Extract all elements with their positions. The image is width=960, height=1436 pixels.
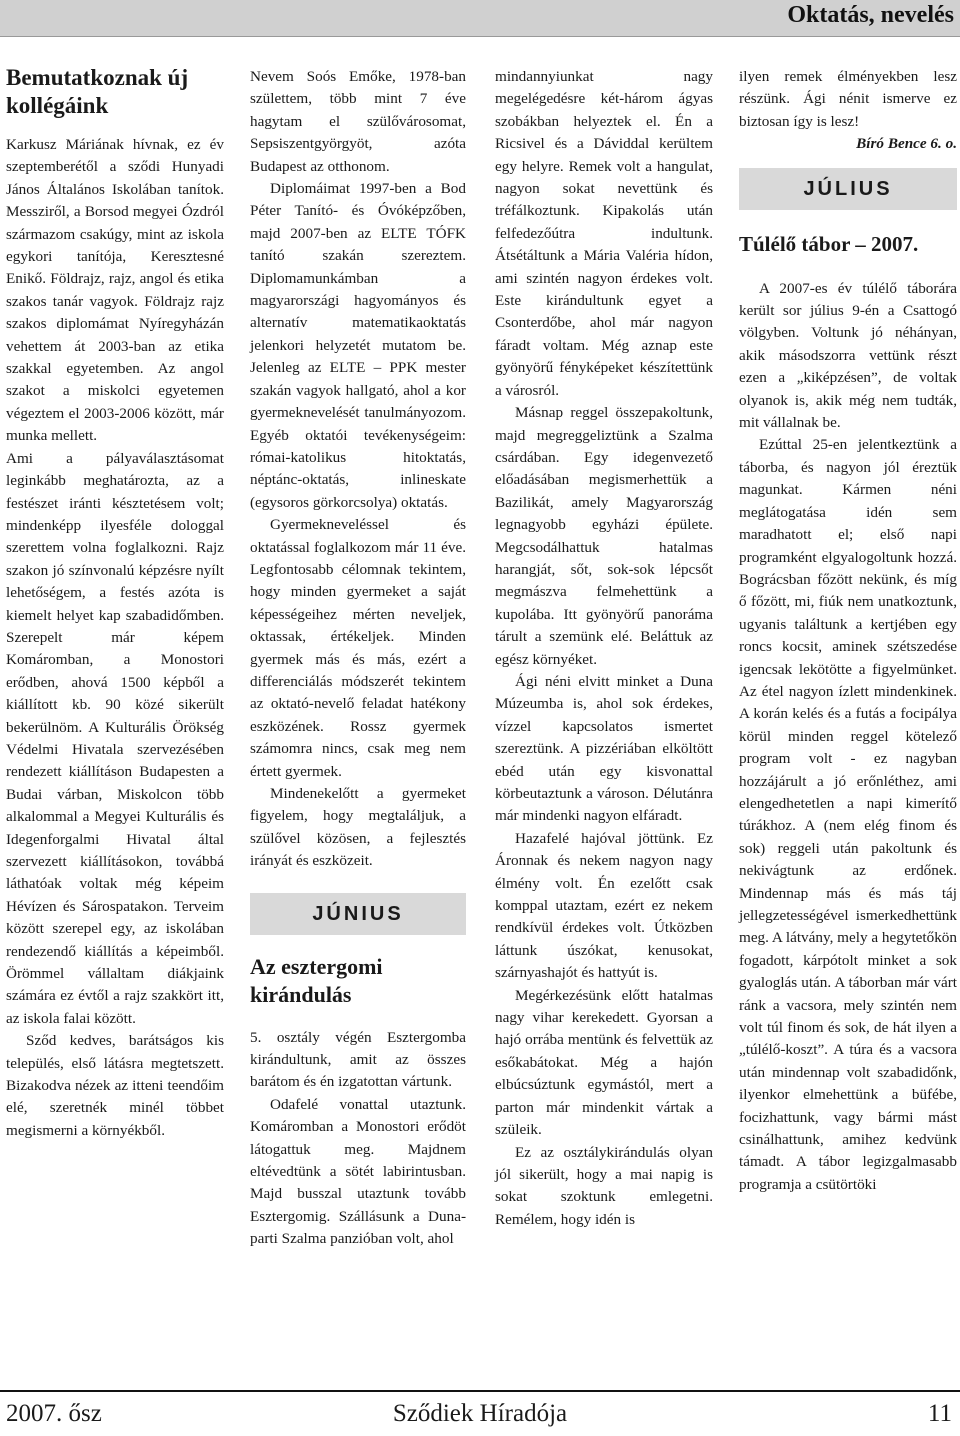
issue-date: 2007. ősz: [6, 1400, 102, 1427]
paragraph: Ez az osztálykirándulás olyan jól sikerült, hogy a mai napig is sokat szoktunk emlegetni. Remélem, hogy idén is: [495, 1143, 713, 1228]
article-subtitle-esztergom: Az esztergomi kirándulás: [250, 953, 383, 1007]
paragraph: Gyermekneveléssel és oktatással foglalkozom már 11 éve. Legfontosabb célomnak tekintem, hogy minden gyermeket a saját képességeihez mérten neveljek, oktassak, értékeljek. Minden gyermek más és más, ezért a differenciálás módszerét tekintem az oktató-nevelő feladat hatékony eszközének. Rossz gyermek számomra nincs, csak meg nem értett gyermek.: [250, 516, 466, 780]
paragraph: Sződ kedves, barátságos kis település, első látásra megtetszett. Bizakodva nézek az itteni teendőim elé, szeretnék minél többet megismerni a környékből.: [6, 1032, 224, 1139]
article-title-new-colleagues: Bemutatkoznak új kollégáink: [6, 65, 189, 118]
column-4: [739, 66, 957, 1196]
paragraph: Hazafelé hajóval jöttünk. Ez Áronnak és nekem nagyon nagy élmény volt. Én ezelőtt csak komppal utaztam, ezért ez nekem rendkívül érdekes volt. Útközben láttunk úszókat, kenusokat, szárnyashajót és hattyút is.: [495, 829, 713, 982]
paragraph: Megérkezésünk előtt hatalmas nagy vihar kerekedett. Gyorsan a hajó orrába mentünk és felvettük az esőkabátokat. Még a hajón elbúcsúztunk egymástól, mert a parton már mindenkit vártak a szüleik.: [495, 986, 713, 1139]
paragraph: 5. osztály végén Esztergomba kirándultunk, amit az összes barátom és én izgatottan vártunk.: [250, 1028, 466, 1091]
publication-name: Sződiek Híradója: [392, 1400, 568, 1427]
paragraph: Ági néni elvitt minket a Duna Múzeumba is, ahol sok érdekes, vízzel kapcsolatos ismertet szereztünk. A pizzériában elköltött ebéd után egy kisvonattal körbeutaztunk a városon. Délutánra már mindenki nagyon elfáradt.: [495, 672, 713, 825]
paragraph: Karkusz Máriának hívnak, ez év szeptemberétől a sződi Hunyadi János Általános Iskolában tanítok. Messziről, a Borsod megyei Ózdról származom csakúgy, mint az iskola egykori tanítója, Keresztesné Enikő. Földrajz, rajz, angol és etika szakos tanár vagyok. Földrajz rajz szakos diplomámat Nyíregyházán vehettem át 2003-ban az etika szakkal egyetemben. Az angol szakot a miskolci egyetemen végeztem el 2003-2006 között, már munka mellett.: [6, 136, 224, 445]
paragraph: Nevem Soós Emőke, 1978-ban születtem, több mint 7 éve hagytam el szülővárosomat, Sepsiszentgyörgyöt, azóta Budapest az otthonom.: [250, 68, 466, 175]
author-signature: Bíró Bence 6. o.: [856, 135, 957, 153]
article-subtitle-survival-camp: Túlélő tábor – 2007.: [739, 231, 919, 256]
paragraph: Mindenekelőtt a gyermeket figyelem, hogy megtaláljuk, a szülővel közösen, a fejlesztés irányát és eszközeit.: [250, 785, 466, 870]
page-number: 11: [927, 1400, 952, 1427]
paragraph: Ami a pályaválasztásomat leginkább meghatározta, az a festészet iránti késztetésem volt; mindenképp ilyesféle dologgal szerettem volna foglalkozni. Rajz szakon jó színvonalú képzésre nyílt lehetőségem, a festés azóta is kiemelt helyet kap szabadidőmben. Szerepelt már képem Komáromban, a Monostori erődben, ahová 1500 képből a kiállított kb. 90 közé sikerült bekerülnöm. A Kulturális Örökség Védelmi Hivatala szervezésében rendezett kiállításon Budapesten a Budai várban, Miskolcon több alkalommal a Megyei Kulturális és Idegenforgalmi Hivatal által szervezett kiállításokon, továbbá láthatóak voltak még képeim Hévízen és Sárospatakon. Terveim között szerepel egy, az iskolában rendezendő kiállítás a képeimből. Örömmel vállaltam diákjaink számára ez évtől a rajz szakkört itt, az iskola falai között.: [6, 449, 224, 1027]
section-title: Oktatás, nevelés: [787, 2, 954, 28]
paragraph: Diplomáimat 1997-ben a Bod Péter Tanító- és Óvóképzőben, majd 2007-ben az ELTE TÓFK tanító szakán szereztem. Diplomamunkámban a magyarországi hagyományos és alternatív matematikaoktatás jelenkori helyzetét mutatom be. Jelenleg az ELTE – PPK mester szakán vagyok hallgató, ahol a kor gyermeknevelését tanulmányozom. Egyéb oktatói tevékenységeim: római-katolikus hitoktatás, néptánc-oktatás, inlineskate (egysoros görkorcsolya) oktatás.: [250, 180, 466, 511]
paragraph: Másnap reggel összepakoltunk, majd megreggeliztünk a Szalma csárdában. Egy idegenvezető előadásában megismerhettük a Bazilikát, amely Magyarország legnagyobb egyházi épülete. Megcsodálhattuk hatalmas harangját, sőt, sok-sok lépcsőt megmászva felmehettünk a kupolába. Itt gyönyörű panoráma tárult a szemünk elé. Beláttuk az egész környéket.: [495, 404, 713, 668]
footer-divider: [0, 1390, 960, 1392]
paragraph: ilyen remek élményekben lesz részünk. Ági nénit ismerve ez biztosan így is lesz!: [739, 68, 957, 130]
paragraph: Odafelé vonattal utaztunk. Komáromban a Monostori erődöt látogattuk meg. Majdnem eltévedtünk a sötét labirintusban. Majd busszal utaztunk tovább Esztergomig. Szállásunk a Duna-parti Szalma panzióban volt, ahol: [250, 1095, 466, 1248]
column-2: [250, 66, 466, 1251]
paragraph: A 2007-es év túlélő táborára került sor július 9-én a Csattogó völgyben. Voltunk jó néhányan, akik másodszorra vettünk részt ezen a „kiképzésen”, de voltak olyanok is, akik még nem tudták, mit vállalnak be.: [739, 279, 957, 432]
month-banner-july: JÚLIUS: [739, 168, 957, 210]
page-footer: [0, 1400, 960, 1436]
page-header: [0, 0, 960, 37]
paragraph: Ezúttal 25-en jelentkeztünk a táborba, és nagyon jól éreztük magunkat. Kármen néni meglátogatása idén sem maradhatott el; első napi programként elgyalogoltunk hozzá. Bográcsban főzött nekünk, és míg ő főzött, mi, fiúk nem unatkoztunk, ugyanis találtunk a kertjében egy roncs kocsit, aminek szétszedése igencsak lekötötte a figyelmünket. Az étel nagyon ízlett mindenkinek. A korán kelés és a futás a focipálya körül minden reggel kötelező program volt - ez nagyban hozzájárult a jó erőnléthez, ami elengedhetetlen a napi kimerítő túrákhoz. A (nem elég finom és sok) reggeli után pakoltunk és nekivágtunk az erdőnek. Mindennap más és más táj jellegzetességével ismerkedhettünk meg. A látvány, mely a hegytetőkön fogadott, kárpótolt minket a sok gyaloglás után. A táborban már várt ránk a vacsora, mely szintén nem volt túl finom és sok, de hát ilyen a „túlélő-koszt”. A túra és a vacsora után mindennap volt szabadidőnk, ilyenkor elmehettünk a büfébe, focizhattunk, vagy bármi mást csinálhattunk, amihez kedvünk támadt. A tábor legizgalmasabb programja a csütörtöki: [739, 436, 957, 1193]
column-1: [6, 64, 224, 1142]
paragraph: mindannyiunkat nagy megelégedésre két-három ágyas szobákban helyeztek el. Én a Ricsivel és a Dáviddal kerültem egy helyre. Remek volt a hangulat, nagyon sokat nevettünk és tréfálkoztunk. Kipakolás után felfedezőútra indultunk. Átsétáltunk a Mária Valéria hídon, ami szintén nagyon érdekes volt. Este kirándultunk egyet a Csonterdőbe, ahol már nagyon fáradt voltam. Még aznap este gyönyörű fényképeket készítettünk a városról.: [495, 68, 713, 399]
column-3: [495, 66, 713, 1231]
month-banner-june: JÚNIUS: [250, 893, 466, 935]
